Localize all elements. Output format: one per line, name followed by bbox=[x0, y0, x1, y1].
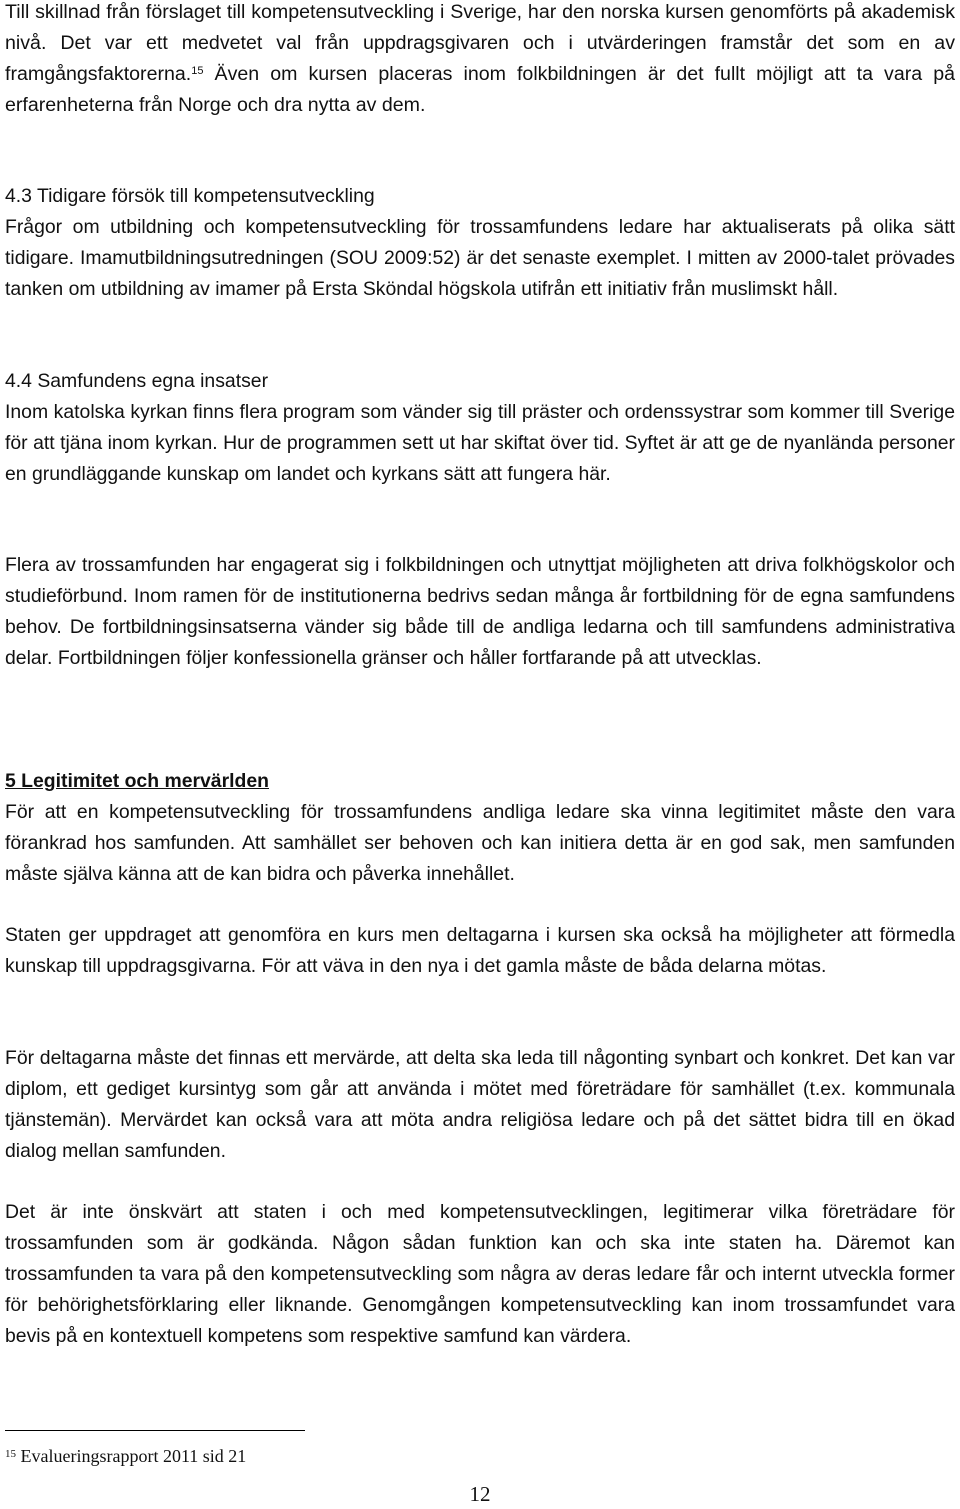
page-number: 12 bbox=[469, 1482, 491, 1506]
intro-text: Till skillnad från förslaget till kompetensutveckling i Sverige, har den norska kursen genomförts på akademisk nivå. Det var ett medvetet val från uppdragsgivaren och i utvärderingen framstår det som en av framgångsfaktorerna. bbox=[5, 1, 955, 85]
footnote-number: 15 bbox=[5, 1448, 16, 1460]
footnote-separator bbox=[5, 1430, 305, 1431]
intro-text-continued: Även om kursen placeras inom folkbildningen är det fullt möjligt att ta vara på erfarenheterna från Norge och dra nytta av dem. bbox=[5, 63, 955, 116]
footnote-reference: 15 bbox=[191, 65, 204, 77]
section-body: För att en kompetensutveckling för trossamfundens andliga ledare ska vinna legitimitet måste den vara förankrad hos samfunden. Att samhället ser behoven och kan initiera detta är en god sak, men samfunden måste själva känna att de kan bidra och påverka innehållet. bbox=[5, 801, 955, 885]
section-heading: 4.3 Tidigare försök till kompetensutveckling bbox=[5, 185, 375, 207]
section-4-3 bbox=[5, 181, 955, 305]
paragraph: För deltagarna måste det finnas ett mervärde, att delta ska leda till någonting synbart och konkret. Det kan var diplom, ett gediget kursintyg som går att använda i mötet med företrädare för samhället (t.ex. kommunala tjänstemän). Mervärdet kan också vara att möta andra religiösa ledare och på det sättet bidra till en ökad dialog mellan samfunden. bbox=[5, 1047, 955, 1162]
section-body: Inom katolska kyrkan finns flera program som vänder sig till präster och ordenssystrar som kommer till Sverige för att tjäna inom kyrkan. Hur de programmen sett ut har skiftat över tid. Syftet är att ge de nyanlända personer en grundläggande kunskap om landet och kyrkans sätt att fungera här. bbox=[5, 401, 955, 485]
section-heading: 4.4 Samfundens egna insatser bbox=[5, 370, 269, 392]
section-5 bbox=[5, 766, 955, 890]
paragraph: Det är inte önskvärt att staten i och med kompetensutvecklingen, legitimerar vilka företrädare för trossamfunden som är godkända. Någon sådan funktion kan och ska inte staten ha. Däremot kan trossamfunden ta vara på den kompetensutveckling som några av deras ledare får och internt utveckla former för behörighetsförklaring eller liknande. Genomgången kompetensutveckling kan inom trossamfundet vara bevis på en kontextuell kompetens som respektive samfund kan värdera. bbox=[5, 1201, 955, 1347]
section-heading: 5 Legitimitet och mervärlden bbox=[5, 770, 269, 792]
section-4-4 bbox=[5, 366, 955, 490]
paragraph: Flera av trossamfunden har engagerat sig i folkbildningen och utnyttjat möjligheten att driva folkhögskolor och studieförbund. Inom ramen för de institutionerna bedrivs sedan många år fortbildning för de egna samfundens behov. De fortbildningsinsatserna vänder sig både till de andliga ledarna och till samfundens administrativa delar. Fortbildningen följer konfessionella gränser och håller fortfarande på att utvecklas. bbox=[5, 554, 955, 669]
intro-paragraph bbox=[5, 0, 955, 121]
footnote bbox=[5, 1444, 246, 1468]
paragraph: Staten ger uppdraget att genomföra en kurs men deltagarna i kursen ska också ha möjligheter att förmedla kunskap till uppdragsgivarna. För att väva in den nya i det gamla måste de båda delarna mötas. bbox=[5, 924, 955, 977]
section-body: Frågor om utbildning och kompetensutveckling för trossamfundens ledare har aktualiserats på olika sätt tidigare. Imamutbildningsutredningen (SOU 2009:52) är det senaste exemplet. I mitten av 2000-talet prövades tanken om utbildning av imamer på Ersta Sköndal högskola utifrån ett initiativ från muslimskt håll. bbox=[5, 216, 955, 300]
footnote-text: Evalueringsrapport 2011 sid 21 bbox=[16, 1446, 247, 1466]
